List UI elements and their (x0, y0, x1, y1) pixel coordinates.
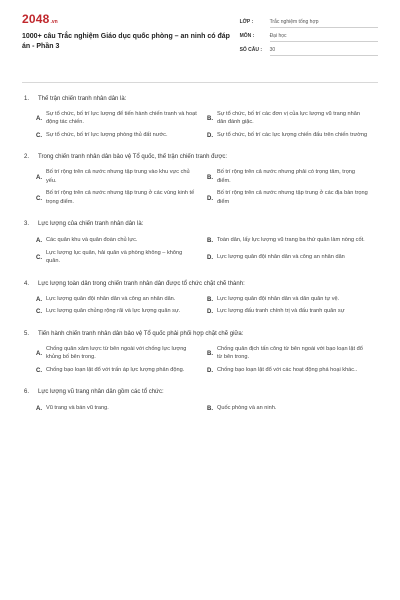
meta-row-subject (240, 29, 378, 43)
meta-label: MÔN : (239, 33, 255, 39)
option-text: Bố trí rộng trên cả nước nhưng phải có trọng tâm, trọng điểm. (217, 169, 356, 184)
option-text: Chống bạo loạn lật đổ với các hoạt động phá hoại khác.. (217, 366, 358, 373)
question-1 (22, 95, 378, 144)
option-b[interactable] (207, 403, 378, 413)
question-4 (22, 280, 378, 320)
option-a[interactable] (36, 235, 207, 245)
option-d[interactable] (207, 249, 378, 266)
meta-value: Trắc nghiệm tổng hợp (270, 17, 378, 28)
question-text: Lực lượng của chiến tranh nhân dân là: (38, 221, 144, 228)
option-letter: D. (207, 309, 213, 316)
question-number: 3. (24, 221, 30, 228)
question-head (22, 280, 378, 289)
question-text: Lực lượng toàn dân trong chiến tranh nhân dân được tổ chức chặt chẽ thành: (38, 280, 245, 287)
option-b[interactable] (207, 110, 378, 127)
option-c[interactable] (36, 131, 207, 140)
option-text: Sự tổ chức, bố trí lực lượng phòng thủ đất nước. (46, 131, 168, 138)
option-d[interactable] (207, 366, 378, 375)
question-3 (22, 220, 378, 270)
option-letter: A. (36, 351, 42, 358)
question-head (22, 153, 378, 162)
option-text: Chống quân xâm lược từ bên ngoài với chống lực lượng khủng bố bên trong. (46, 345, 187, 361)
question-head (22, 330, 378, 339)
meta-info (240, 12, 378, 57)
option-letter: C. (36, 255, 42, 262)
option-text: Chống bạo loạn lật đổ với trấn áp lực lượng phản động. (46, 366, 185, 373)
question-head (22, 220, 378, 229)
options-grid (22, 110, 378, 144)
option-letter: C. (36, 195, 42, 202)
option-text: Sự tổ chức, bố trí các đơn vị của lực lượng vũ trang nhân dân đánh giặc. (217, 110, 360, 126)
option-text: Bố trí rộng trên cả nước nhưng tập trung vào khu vực chủ yếu. (46, 169, 190, 184)
option-letter: A. (36, 174, 42, 181)
option-letter: B. (207, 237, 213, 244)
option-b[interactable] (207, 235, 378, 245)
question-5 (22, 330, 378, 379)
option-d[interactable] (207, 131, 378, 140)
option-text: Sự tổ chức, bố trí lực lượng để tiến hành chiến tranh và hoạt động tác chiến. (46, 110, 197, 126)
option-letter: C. (36, 367, 42, 374)
question-head (22, 388, 378, 397)
option-b[interactable] (207, 168, 378, 185)
site-logo[interactable] (22, 12, 240, 28)
option-text: Lực lượng quân đội nhân dân và dân quân tự vệ. (217, 295, 340, 302)
option-text: Lực lượng đấu tranh chính trị và đấu tranh quân sự (217, 308, 345, 315)
option-text: Chống quân địch tấn công từ bên ngoài với bạo loạn lật đổ từ bên trong. (217, 345, 363, 361)
question-number: 6. (24, 389, 30, 396)
option-text: Bố trí rộng trên cả nước nhưng tập trung ở các địa bàn trọng điểm (217, 190, 368, 205)
option-text: Vũ trang và bán vũ trang. (46, 405, 109, 412)
option-letter: C. (36, 132, 42, 139)
question-list (22, 95, 378, 417)
question-2 (22, 153, 378, 210)
option-c[interactable] (36, 366, 207, 375)
option-letter: D. (207, 367, 213, 374)
header-left (22, 12, 240, 52)
option-a[interactable] (36, 295, 207, 304)
question-6 (22, 388, 378, 417)
document-header (22, 12, 378, 74)
option-letter: D. (207, 195, 213, 202)
option-letter: D. (207, 132, 213, 139)
header-divider (22, 82, 378, 83)
option-c[interactable] (36, 249, 207, 266)
option-text: Bố trí rộng trên cả nước nhưng tập trung ở các vùng kinh tế trọng điểm. (46, 190, 195, 205)
option-letter: B. (207, 116, 213, 123)
options-grid (22, 345, 378, 379)
option-text: Lực lượng quân đội nhân dân và công an nhân dân (217, 253, 345, 260)
meta-value: Đại học (270, 31, 378, 42)
question-number: 1. (24, 95, 30, 102)
option-text: Lực lượng quân chủng rộng rãi và lực lượng quân sự. (46, 308, 181, 315)
option-a[interactable] (36, 345, 207, 362)
logo-main: 2048 (22, 12, 50, 26)
question-number: 5. (24, 330, 30, 337)
option-letter: B. (207, 405, 213, 412)
option-letter: A. (36, 405, 42, 412)
meta-row-count (240, 43, 378, 57)
option-text: Các quân khu và quân đoàn chủ lực. (46, 237, 138, 244)
option-text: Sự tổ chức, bố trí các lực lượng chiến đấu trên chiến trường (217, 131, 368, 138)
option-text: Lực lượng quân đội nhân dân và công an nhân dân. (46, 295, 176, 302)
meta-label: LỚP : (239, 19, 254, 25)
option-c[interactable] (36, 189, 207, 206)
option-b[interactable] (207, 345, 378, 362)
option-letter: A. (36, 237, 42, 244)
meta-label: SỐ CÂU : (239, 47, 263, 53)
question-text: Lực lượng vũ trang nhân dân gồm các tổ chức: (38, 389, 164, 396)
option-text: Toàn dân, lấy lực lượng vũ trang ba thứ quân làm nòng cốt. (217, 236, 365, 243)
option-letter: B. (207, 351, 213, 358)
option-b[interactable] (207, 295, 378, 304)
question-number: 2. (24, 154, 30, 161)
question-head (22, 95, 378, 104)
meta-row-class (240, 15, 378, 29)
question-text: Trong chiến tranh nhân dân bảo vệ Tổ quốc, thế trận chiến tranh được: (38, 154, 228, 161)
options-grid (22, 295, 378, 320)
document-title: 1000+ câu Trắc nghiệm Giáo dục quốc phòng – an ninh có đáp án - Phần 3 (22, 33, 230, 50)
option-letter: A. (36, 296, 42, 303)
option-letter: A. (36, 116, 42, 123)
option-a[interactable] (36, 168, 207, 185)
option-text: Lực lượng lục quân, hải quân và phòng không – không quân. (46, 249, 183, 265)
option-letter: C. (36, 309, 42, 316)
option-letter: B. (207, 174, 213, 181)
option-letter: D. (207, 255, 213, 262)
options-grid (22, 403, 378, 417)
question-text: Thế trận chiến tranh nhân dân là: (38, 95, 127, 102)
meta-value: 30 (270, 45, 378, 56)
question-text: Tiến hành chiến tranh nhân dân bảo vệ Tổ quốc phải phối hợp chặt chẽ giữa: (38, 330, 244, 337)
options-grid (22, 235, 378, 270)
option-letter: B. (207, 296, 213, 303)
options-grid (22, 168, 378, 210)
option-a[interactable] (36, 110, 207, 127)
option-d[interactable] (207, 307, 378, 316)
option-a[interactable] (36, 403, 207, 413)
option-c[interactable] (36, 307, 207, 316)
question-number: 4. (24, 280, 30, 287)
option-d[interactable] (207, 189, 378, 206)
option-text: Quốc phòng và an ninh. (217, 405, 277, 412)
logo-suffix: .vn (50, 19, 58, 25)
